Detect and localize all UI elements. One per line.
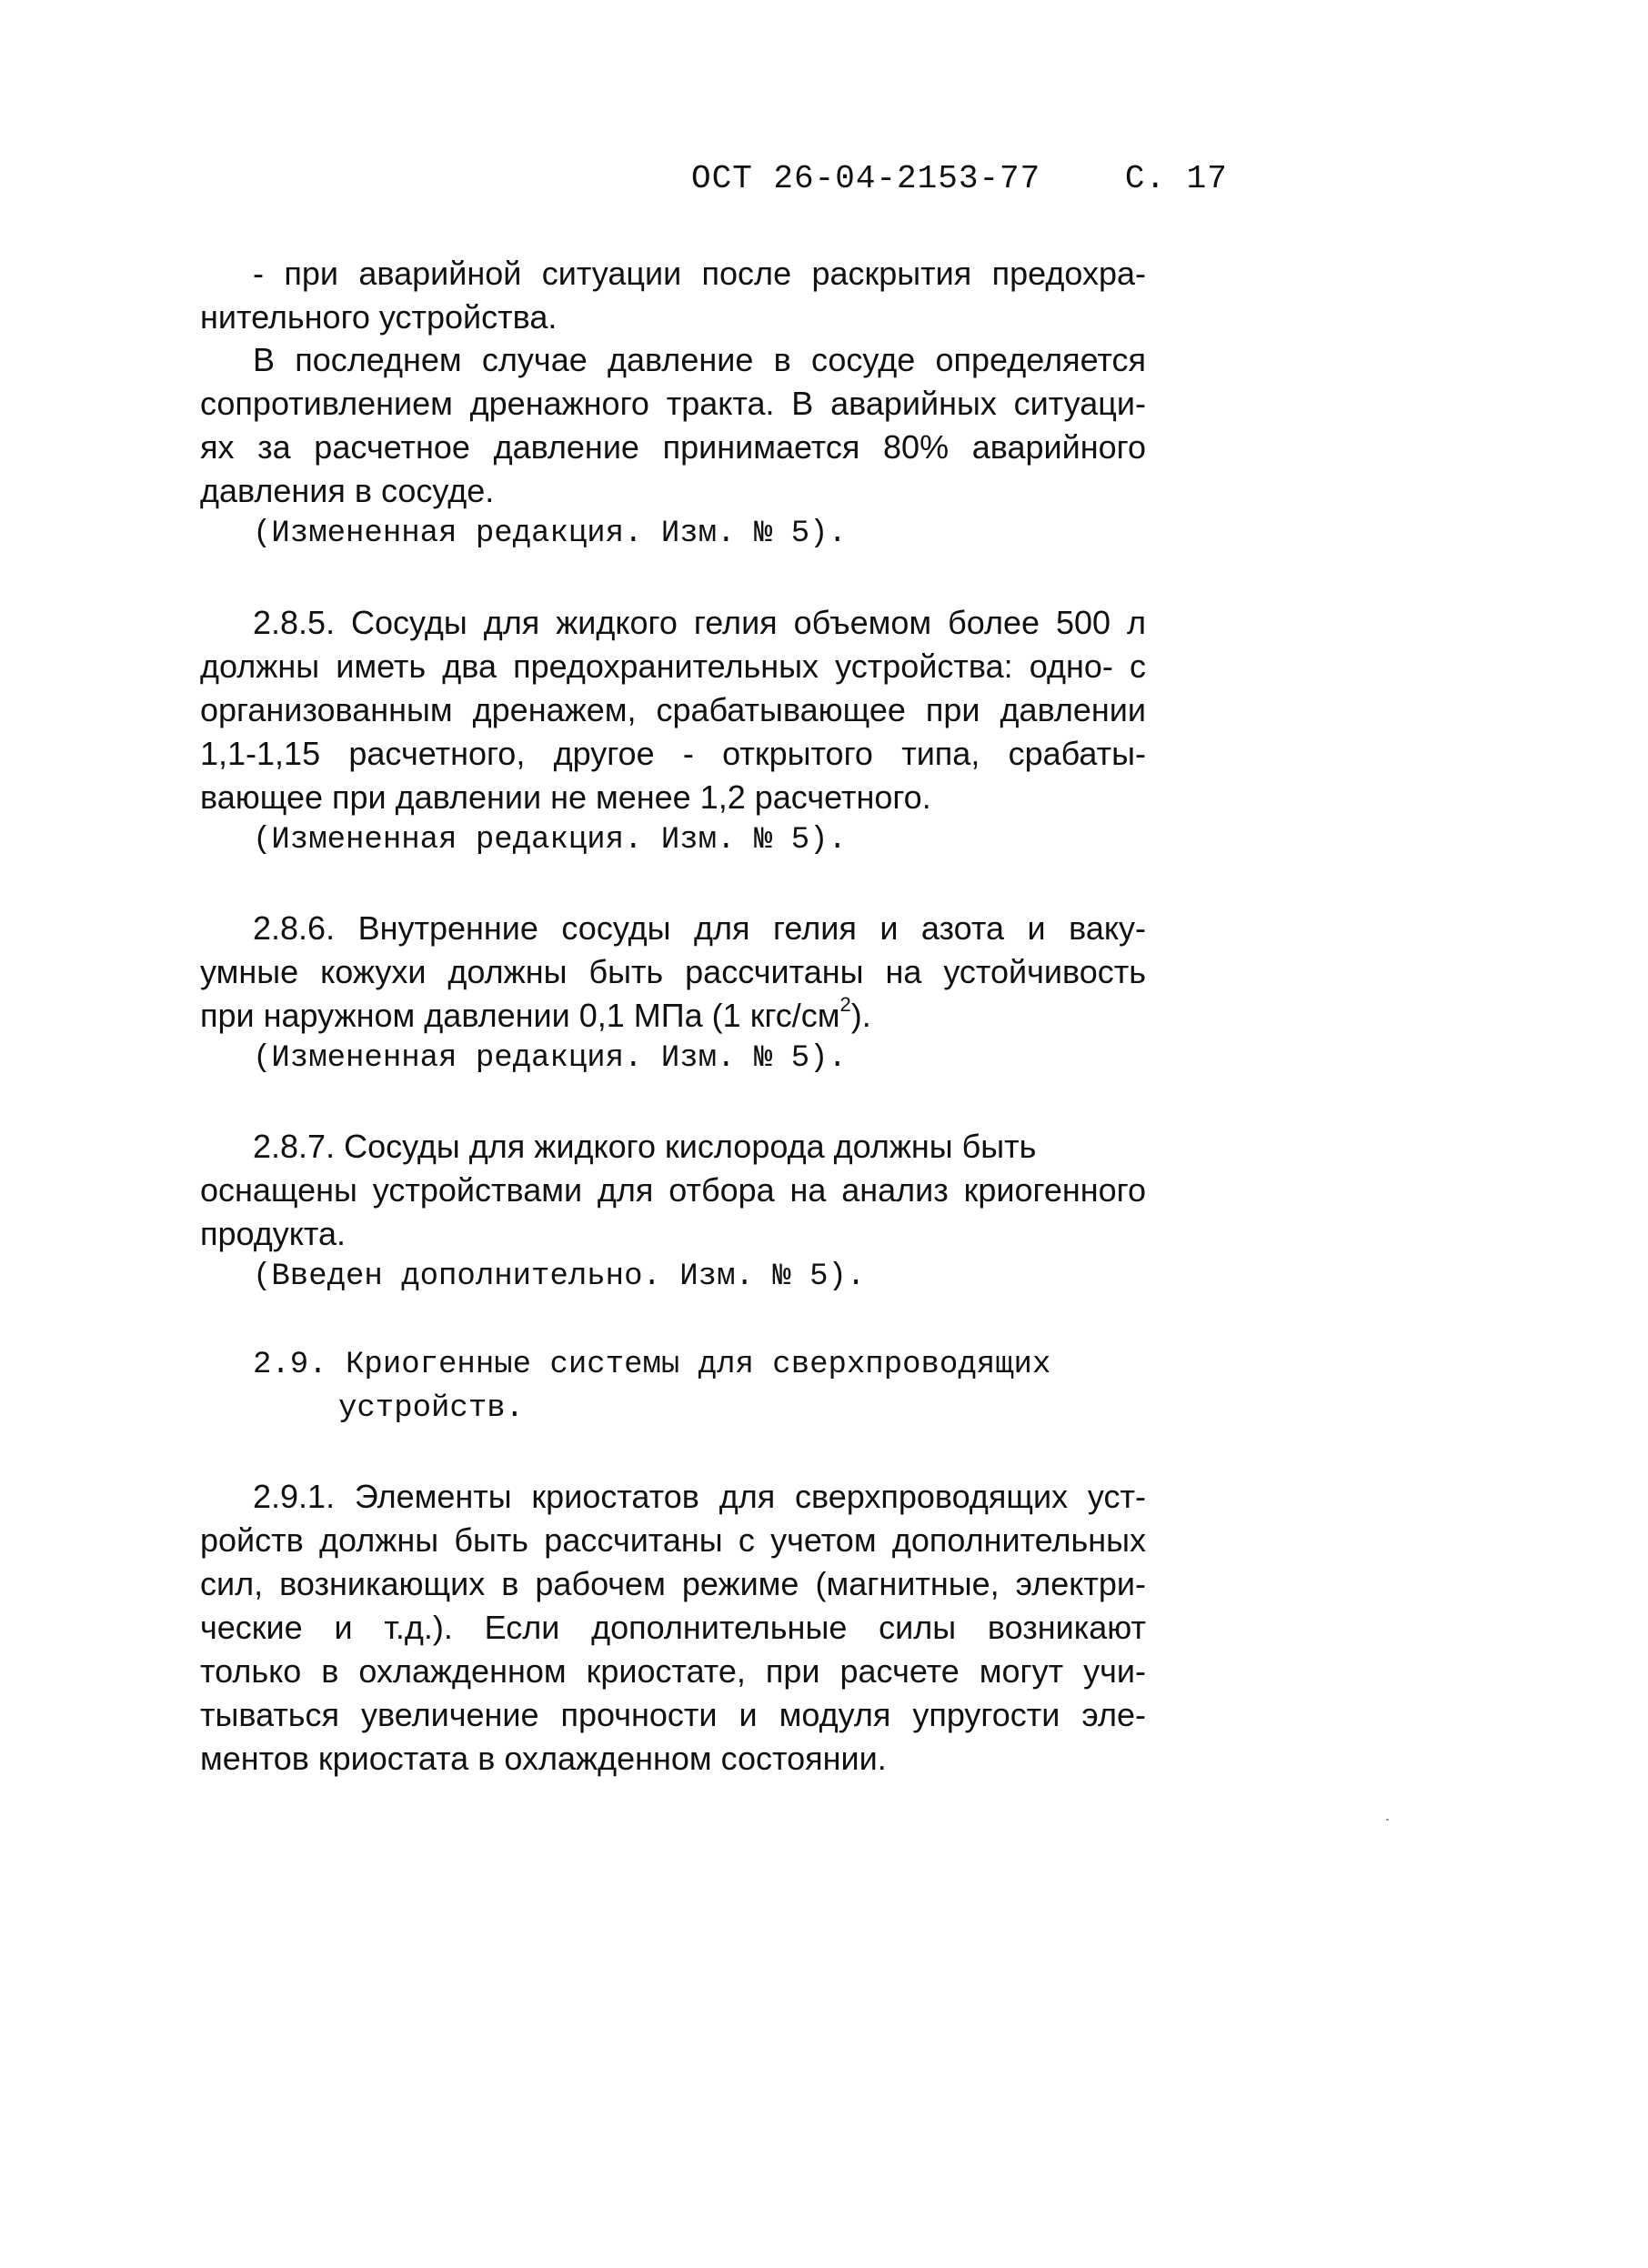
text-line: только в охлажденном криостате, при расчете могут учи- <box>200 1652 1146 1690</box>
text-line: ментов криостата в охлажденном состоянии. <box>200 1740 887 1777</box>
section-2-9-heading: 2.9. Криогенные системы для сверхпроводящих <box>253 1348 1051 1382</box>
text-line: вающее при давлении не менее 1,2 расчетного. <box>200 778 931 816</box>
section-2-9-1-heading: 2.9.1. Элементы криостатов для сверхпроводящих уст- <box>253 1478 1146 1515</box>
section-2-8-7-heading: 2.8.7. Сосуды для жидкого кислорода должны быть <box>253 1128 1037 1165</box>
superscript: 2 <box>839 993 851 1016</box>
text-line: тываться увеличение прочности и модуля упругости эле- <box>200 1696 1146 1733</box>
revision-note: (Введен дополнительно. Изм. № 5). <box>253 1259 866 1294</box>
text-line: организованным дренажем, срабатывающее при давлении <box>200 691 1146 728</box>
revision-note: (Измененная редакция. Изм. № 5). <box>253 1041 847 1076</box>
text-line: должны иметь два предохранительных устройства: одно- с <box>200 647 1146 685</box>
revision-note: (Измененная редакция. Изм. № 5). <box>253 517 847 551</box>
text-line: - при аварийной ситуации после раскрытия предохра- <box>253 255 1146 292</box>
text-fragment: ). <box>850 997 871 1034</box>
text-line: 1,1-1,15 расчетного, другое - открытого типа, срабаты- <box>200 735 1146 772</box>
text-line: сил, возникающих в рабочем режиме (магнитные, электри- <box>200 1565 1146 1602</box>
text-line: В последнем случае давление в сосуде определяется <box>253 341 1146 378</box>
revision-note: (Измененная редакция. Изм. № 5). <box>253 823 847 858</box>
text-line: продукта. <box>200 1215 347 1252</box>
text-line <box>200 993 1146 1034</box>
section-2-9-heading-cont: устройств. <box>338 1391 525 1426</box>
scan-speck <box>1386 1819 1389 1821</box>
text-fragment: при наружном давлении 0,1 МПа (1 кгс/см <box>200 997 840 1034</box>
text-line: нительного устройства. <box>200 298 558 336</box>
text-line: ческие и т.д.). Если дополнительные силы возникают <box>200 1609 1146 1646</box>
text-line: оснащены устройствами для отбора на анализ криогенного <box>200 1171 1146 1209</box>
page-header <box>691 160 1228 197</box>
text-line: умные кожухи должны быть рассчитаны на устойчивость <box>200 953 1146 990</box>
standard-code: ОСТ 26-04-2153-77 <box>691 160 1041 197</box>
page-number: С. 17 <box>1124 160 1228 197</box>
text-line: ройств должны быть рассчитаны с учетом дополнительных <box>200 1521 1146 1559</box>
section-2-8-6-heading: 2.8.6. Внутренние сосуды для гелия и азота и ваку- <box>253 909 1146 947</box>
text-line: ях за расчетное давление принимается 80% аварийного <box>200 428 1146 466</box>
section-2-8-5-heading: 2.8.5. Сосуды для жидкого гелия объемом более 500 л <box>253 604 1146 641</box>
text-line: давления в сосуде. <box>200 472 495 509</box>
text-line: сопротивлением дренажного тракта. В аварийных ситуаци- <box>200 385 1146 422</box>
